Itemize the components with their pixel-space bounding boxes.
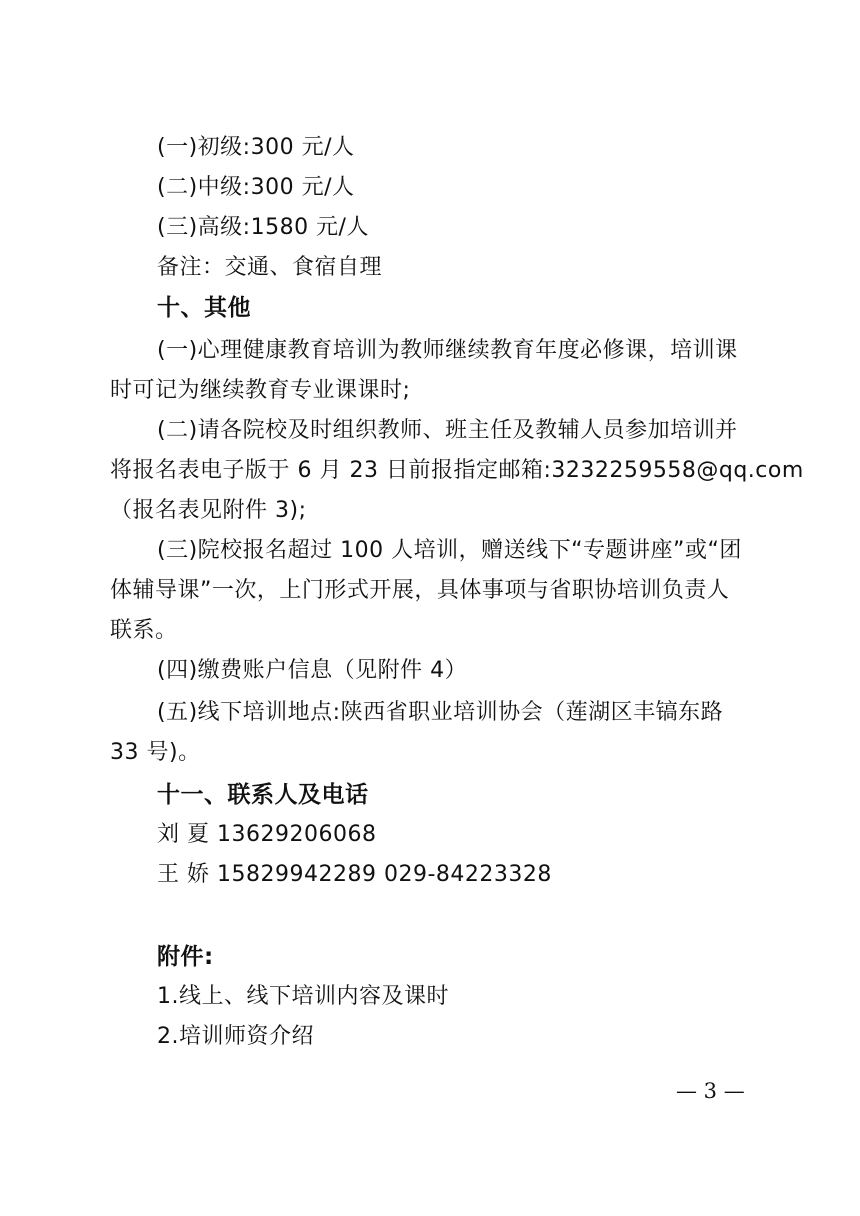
section-10-item-2-line-2: 将报名表电子版于 6 月 23 日前报指定邮箱:3232259558@qq.com	[110, 458, 804, 483]
attachment-item-2: 2.培训师资介绍	[157, 1024, 314, 1049]
section-10-item-5-line-2: 33 号)。	[110, 740, 201, 765]
section-10-item-2-line-3: （报名表见附件 3);	[110, 498, 307, 523]
attachment-item-1: 1.线上、线下培训内容及课时	[157, 984, 449, 1009]
contact-wang-jiao: 王 娇 15829942289 029-84223328	[157, 862, 552, 887]
fee-item-senior: (三)高级:1580 元/人	[157, 215, 369, 240]
section-10-item-3-line-3: 联系。	[110, 618, 178, 643]
section-11-heading: 十一、联系人及电话	[157, 782, 369, 808]
attachments-heading: 附件:	[157, 944, 214, 970]
section-10-item-3-line-1: (三)院校报名超过 100 人培训，赠送线下“专题讲座”或“团	[157, 538, 742, 563]
section-10-heading: 十、其他	[157, 295, 251, 321]
section-10-item-5-line-1: (五)线下培训地点:陕西省职业培训协会（莲湖区丰镐东路	[157, 700, 724, 725]
section-10-item-2-line-1: (二)请各院校及时组织教师、班主任及教辅人员参加培训并	[157, 418, 738, 443]
fee-note: 备注：交通、食宿自理	[157, 255, 383, 280]
section-10-item-4-line-1: (四)缴费账户信息（见附件 4）	[157, 658, 468, 683]
section-10-item-1-line-1: (一)心理健康教育培训为教师继续教育年度必修课，培训课	[157, 338, 738, 363]
contact-liu-xia: 刘 夏 13629206068	[157, 822, 377, 847]
fee-item-junior: (一)初级:300 元/人	[157, 135, 355, 160]
page-number: — 3 —	[676, 1079, 745, 1103]
section-10-item-1-line-2: 时可记为继续教育专业课课时;	[110, 378, 411, 403]
section-10-item-3-line-2: 体辅导课”一次，上门形式开展，具体事项与省职协培训负责人	[110, 578, 730, 603]
fee-item-intermediate: (二)中级:300 元/人	[157, 175, 355, 200]
